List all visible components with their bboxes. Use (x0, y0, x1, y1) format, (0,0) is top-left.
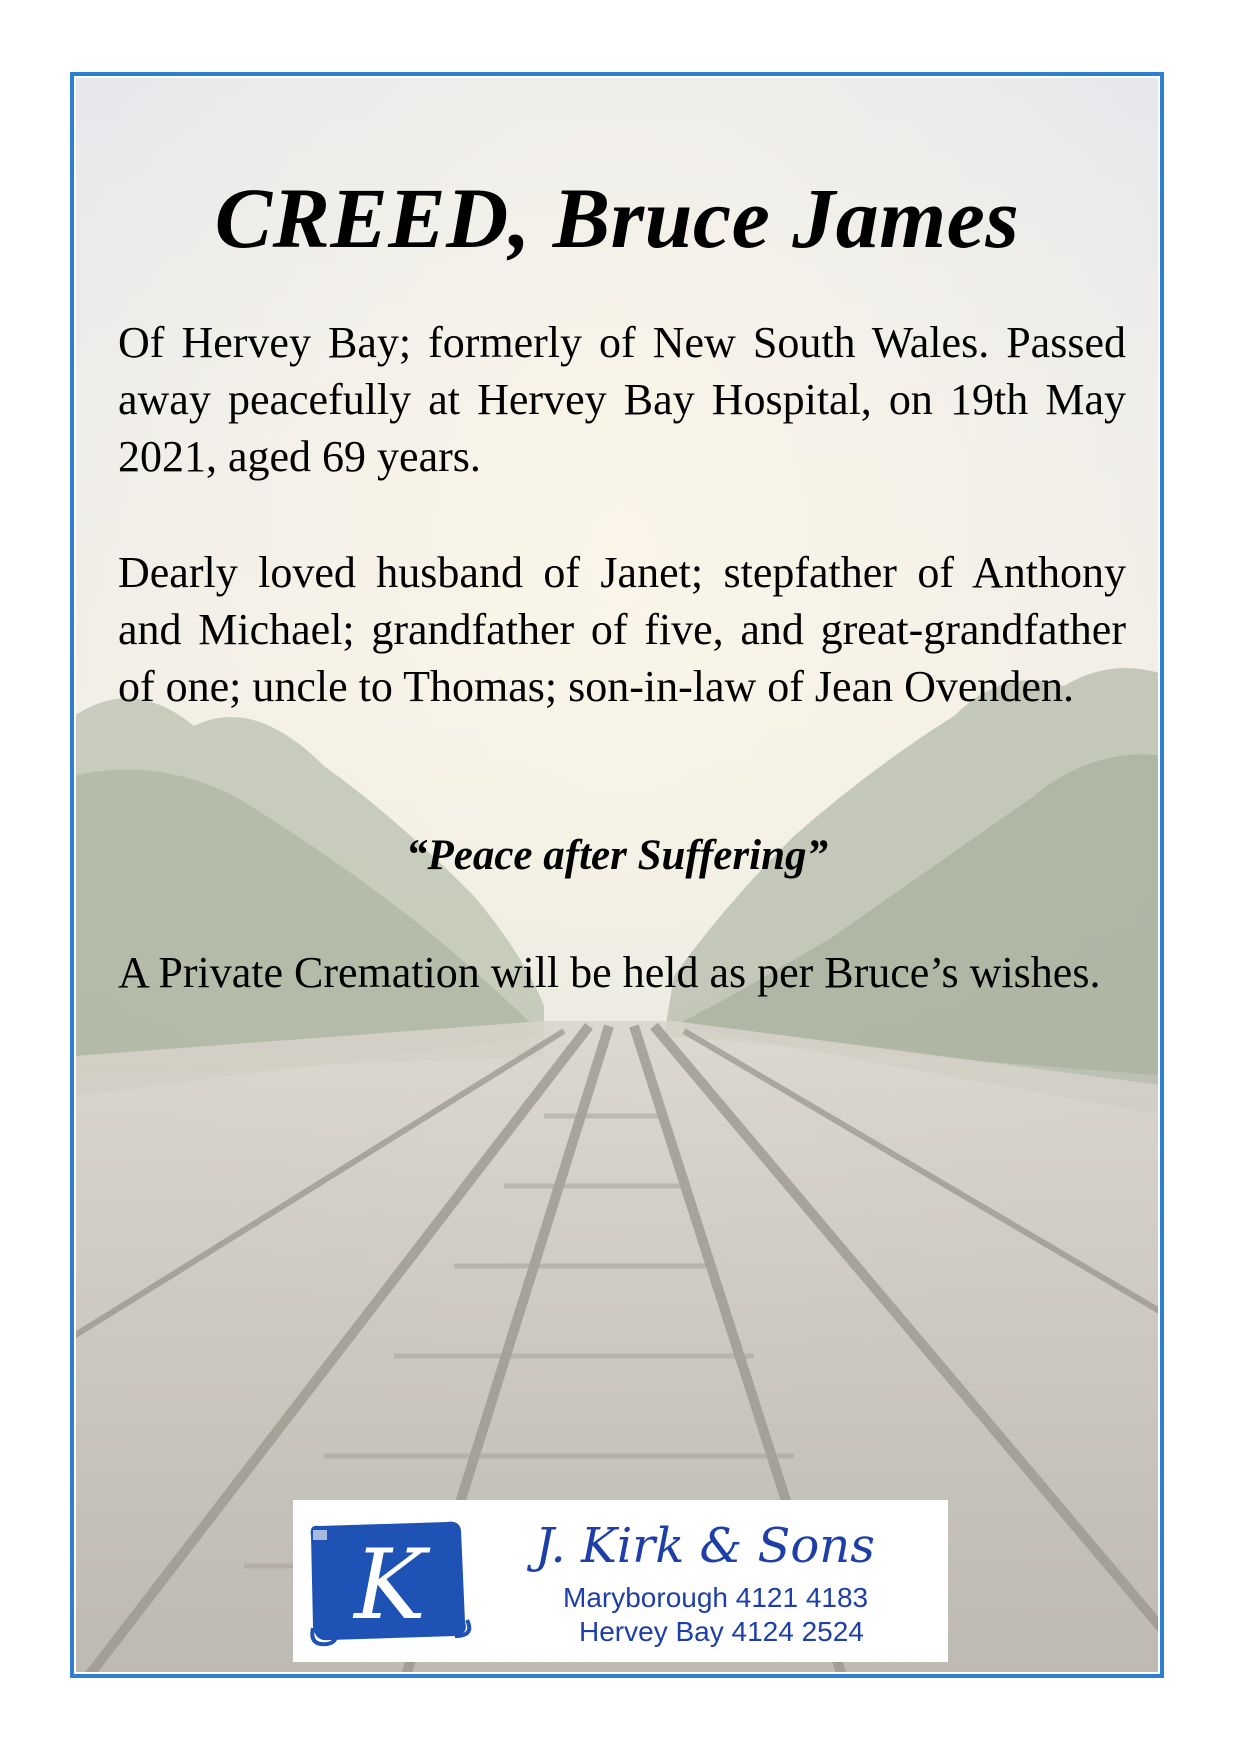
maryborough-phone: Maryborough 4121 4183 (563, 1582, 869, 1613)
notice-frame (70, 72, 1164, 1678)
monogram-scroll-icon (305, 1516, 475, 1650)
deceased-name-title: CREED, Bruce James (214, 170, 1020, 266)
business-name: J. Kirk & Sons (535, 1518, 875, 1574)
residence-and-death-paragraph: Of Hervey Bay; formerly of New South Wales. Passed away peacefully at Hervey Bay Hospital, on 19th May 2021, aged 69 years. (118, 318, 1126, 481)
memorial-quote: “Peace after Suffering” (406, 832, 828, 879)
monogram-letter: K (354, 1529, 426, 1641)
family-paragraph: Dearly loved husband of Janet; stepfather of Anthony and Michael; grandfather of five, and great-grandfather of one; uncle to Thomas; son-in-law of Jean Ovenden. (118, 548, 1126, 711)
funeral-details-paragraph: A Private Cremation will be held as per Bruce’s wishes. (118, 948, 1101, 997)
funeral-director-logo (293, 1500, 948, 1662)
hervey-bay-phone: Hervey Bay 4124 2524 (579, 1616, 864, 1647)
